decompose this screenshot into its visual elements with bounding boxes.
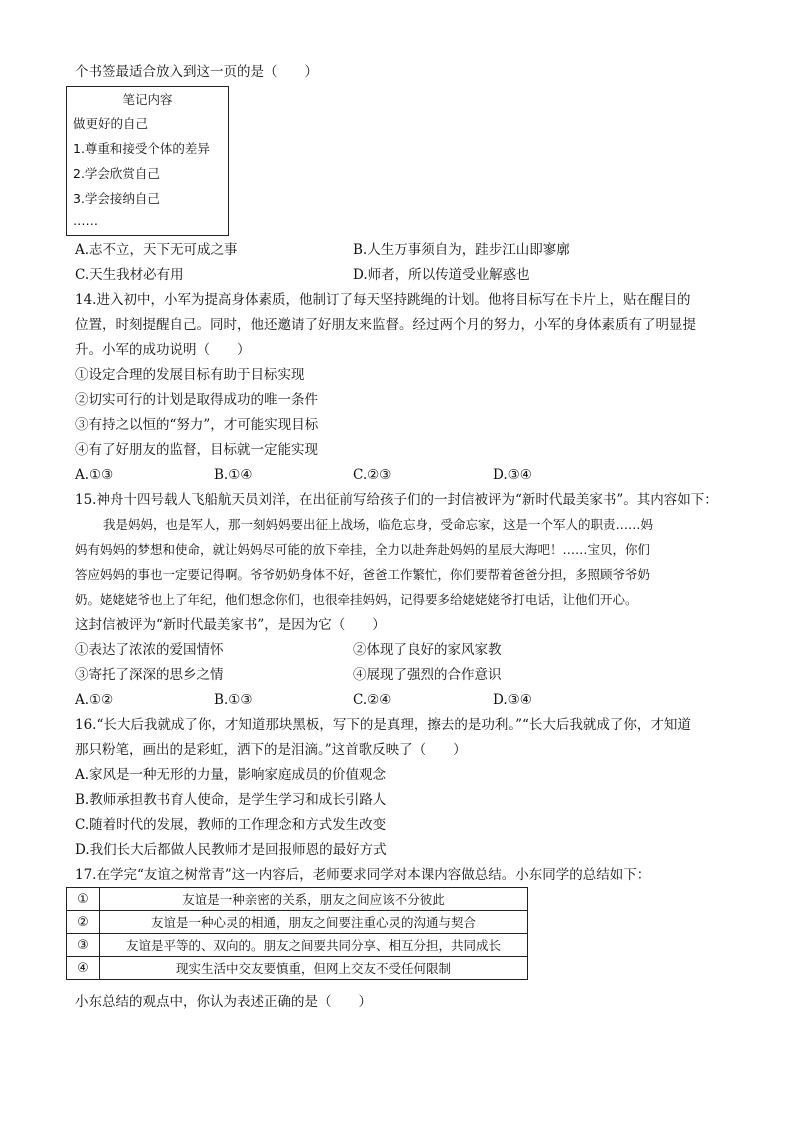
table-row [67, 911, 528, 934]
note-title: 笔记内容 [122, 92, 173, 107]
q15-statement: ②体现了良好的家风家教 [353, 642, 502, 658]
q14-statement: ①设定合理的发展目标有助于目标实现 [75, 367, 305, 383]
q14-option-b[interactable]: B.①④ [214, 467, 253, 483]
row-text: 友谊是平等的、双向的。朋友之间要共同分享、相互分担，共同成长 [100, 934, 528, 957]
q14-stem-line: 升。小军的成功说明（ ） [75, 342, 251, 358]
row-text: 友谊是一种心灵的相通，朋友之间要注重心灵的沟通与契合 [100, 911, 528, 934]
q14-stem-line: 位置，时刻提醒自己。同时，他还邀请了好朋友来监督。经过两个月的努力，小军的身体素质有了明显提 [75, 317, 696, 333]
q16-option-b[interactable]: B.教师承担教书育人使命，是学生学习和成长引路人 [75, 792, 387, 808]
q15-statement: ③寄托了深深的思乡之情 [75, 667, 224, 683]
row-number: ① [67, 888, 100, 911]
summary-table [66, 887, 528, 980]
q15-option-a[interactable]: A.①② [75, 692, 114, 708]
q15-statement: ④展现了强烈的合作意识 [353, 667, 502, 683]
row-text: 现实生活中交友要慎重，但网上交友不受任何限制 [100, 957, 528, 980]
q15-stem: 15.神舟十四号载人飞船航天员刘洋，在出征前写给孩子们的一封信被评为“新时代最美家书”。其内容如下： [75, 492, 718, 508]
q13-option-b[interactable]: B.人生万事须自为，跬步江山即寥廓 [353, 242, 570, 258]
q17-question: 小东总结的观点中，你认为表述正确的是（ ） [75, 994, 372, 1010]
q14-option-a[interactable]: A.①③ [75, 467, 114, 483]
q15-option-b[interactable]: B.①③ [214, 692, 253, 708]
note-line: …… [73, 213, 98, 228]
row-text: 友谊是一种亲密的关系，朋友之间应该不分彼此 [100, 888, 528, 911]
q15-letter-line: 奶。姥姥姥爷也上了年纪，他们想念你们，也很牵挂妈妈，记得要多给姥姥姥爷打电话，让他们开心。 [75, 592, 638, 607]
q14-option-d[interactable]: D.③④ [493, 467, 532, 483]
q15-option-c[interactable]: C.②④ [353, 692, 392, 708]
q16-stem-line: 16.“长大后我就成了你，才知道那块黑板，写下的是真理，擦去的是功利。”“长大后我就成了你，才知道 [75, 717, 691, 733]
q14-statement: ③有持之以恒的“努力”，才可能实现目标 [75, 417, 319, 433]
table-row [67, 934, 528, 957]
row-number: ④ [67, 957, 100, 980]
row-number: ② [67, 911, 100, 934]
note-line: 2.学会欣赏自己 [73, 166, 160, 181]
q14-stem-line: 14.进入初中，小军为提高身体素质，他制订了每天坚持跳绳的计划。他将目标写在卡片上，贴在醒目的 [75, 292, 691, 308]
q14-statement: ②切实可行的计划是取得成功的唯一条件 [75, 392, 318, 408]
q15-option-d[interactable]: D.③④ [493, 692, 532, 708]
q15-letter-line: 妈有妈妈的梦想和使命，就让妈妈尽可能的放下牵挂，全力以赴奔赴妈妈的星辰大海吧！……宝贝，你们 [75, 542, 651, 557]
table-row [67, 957, 528, 980]
q13-stem: 个书签最适合放入到这一页的是（ ） [75, 64, 318, 80]
q16-option-c[interactable]: C.随着时代的发展，教师的工作理念和方式发生改变 [75, 817, 387, 833]
q14-option-c[interactable]: C.②③ [353, 467, 392, 483]
q15-question: 这封信被评为“新时代最美家书”，是因为它（ ） [75, 617, 386, 633]
q16-option-d[interactable]: D.我们长大后都做人民教师才是回报师恩的最好方式 [75, 842, 387, 858]
q13-option-d[interactable]: D.师者，所以传道受业解惑也 [353, 267, 530, 283]
q14-statement: ④有了好朋友的监督，目标就一定能实现 [75, 442, 318, 458]
q13-option-c[interactable]: C.天生我材必有用 [75, 267, 184, 283]
q17-stem: 17.在学完“友谊之树常青”这一内容后，老师要求同学对本课内容做总结。小东同学的总结如下： [75, 867, 651, 883]
q15-statement: ①表达了浓浓的爱国情怀 [75, 642, 224, 658]
note-line: 1.尊重和接受个体的差异 [73, 141, 210, 156]
note-line: 3.学会接纳自己 [73, 191, 160, 206]
q16-stem-line: 那只粉笔，画出的是彩虹，洒下的是泪滴。”这首歌反映了（ ） [75, 742, 467, 758]
q15-letter-line: 我是妈妈，也是军人，那一刻妈妈要出征上战场，临危忘身，受命忘家，这是一个军人的职责……妈 [103, 517, 654, 532]
q15-letter-line: 答应妈妈的事也一定要记得啊。爷爷奶奶身体不好，爸爸工作繁忙，你们要帮着爸爸分担，多照顾爷爷奶 [75, 567, 651, 582]
table-row [67, 888, 528, 911]
q16-option-a[interactable]: A.家风是一种无形的力量，影响家庭成员的价值观念 [75, 767, 387, 783]
q13-option-a[interactable]: A.志不立，天下无可成之事 [75, 242, 238, 258]
note-box [66, 86, 229, 236]
row-number: ③ [67, 934, 100, 957]
note-line: 做更好的自己 [73, 116, 149, 131]
